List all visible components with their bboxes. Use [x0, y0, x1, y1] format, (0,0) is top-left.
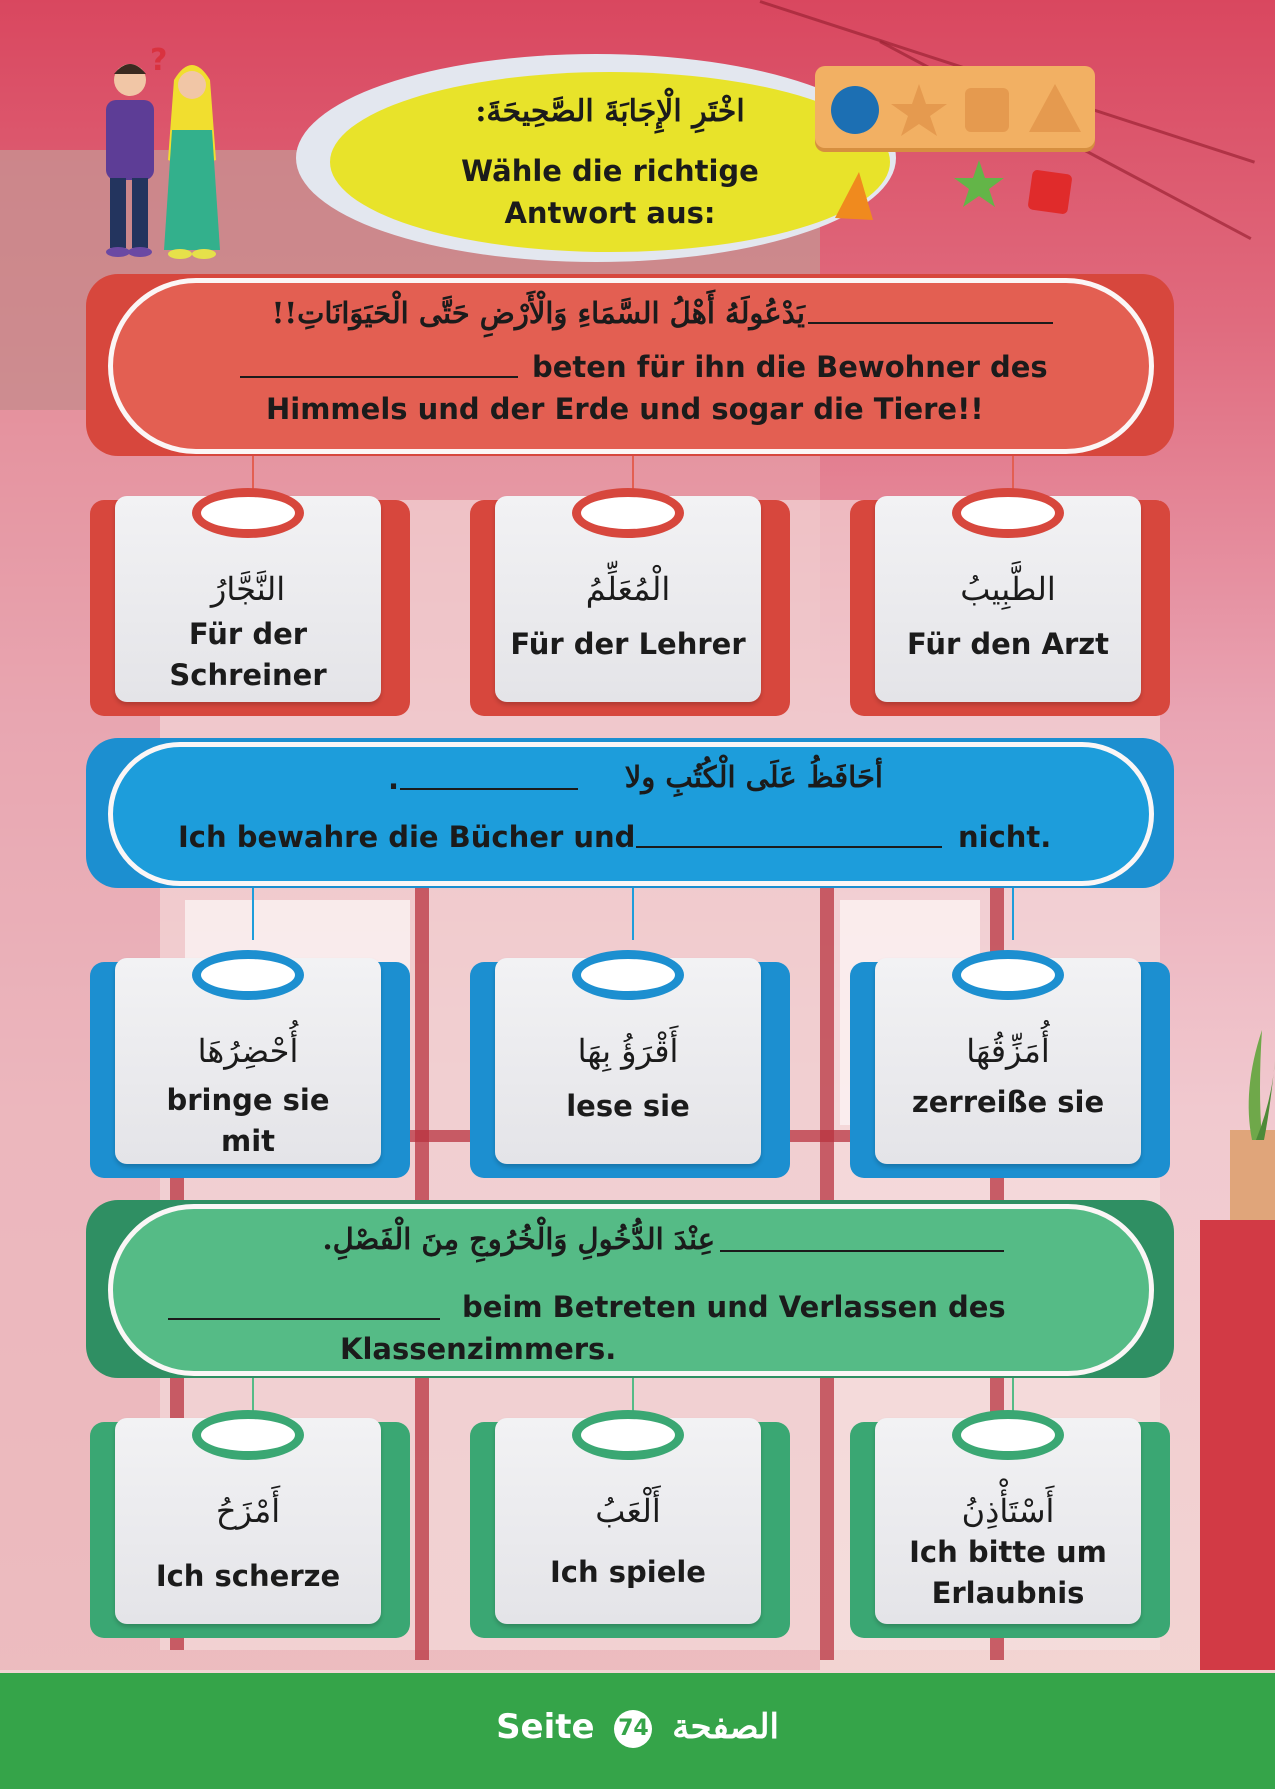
- card-hook: [632, 888, 634, 940]
- answer-card-q3-a3[interactable]: [875, 1418, 1141, 1624]
- instruction-german-line2: Antwort aus:: [504, 196, 716, 230]
- children-illustration: [92, 40, 252, 270]
- answer-checkbox[interactable]: [192, 488, 304, 538]
- page-number-label: [0, 1707, 1275, 1748]
- card-hook: [1012, 888, 1014, 940]
- answer-card-q3-a2[interactable]: [495, 1418, 761, 1624]
- answer-arabic: الْمُعَلِّمُ: [585, 570, 671, 608]
- answer-arabic: النَّجَّارُ: [210, 570, 286, 608]
- answer-german: [115, 614, 381, 696]
- answer-arabic: أَقْرَؤُ بِهَا: [577, 1032, 679, 1070]
- shapes-decoration: [815, 60, 1095, 230]
- question-2-german-blank[interactable]: [636, 846, 942, 848]
- question-3-german-line1: beim Betreten und Verlassen des: [462, 1290, 1006, 1324]
- answer-card-q1-a2[interactable]: [495, 496, 761, 702]
- page-label-german: Seite: [496, 1707, 595, 1747]
- answer-german: [875, 1532, 1141, 1614]
- answer-card-q1-a3[interactable]: [875, 496, 1141, 702]
- answer-german-line1: Ich scherze: [155, 1559, 341, 1593]
- instruction-german-line1: Wähle die richtige: [461, 154, 759, 188]
- question-1-german-line1: beten für ihn die Bewohner des: [532, 350, 1048, 384]
- instruction-box: [330, 72, 890, 252]
- answer-german-line2: mit: [220, 1124, 276, 1158]
- answer-german-line1: zerreiße sie: [911, 1085, 1105, 1119]
- question-2-arabic-period: .: [388, 762, 400, 796]
- answer-arabic: أَمْزَحُ: [215, 1492, 281, 1530]
- answer-checkbox[interactable]: [192, 950, 304, 1000]
- question-1-german-blank[interactable]: [240, 376, 518, 378]
- answer-arabic: أَلْعَبُ: [595, 1492, 661, 1530]
- answer-german-line1: Für den Arzt: [906, 627, 1110, 661]
- answer-arabic: أَسْتَأْذِنُ: [961, 1492, 1055, 1530]
- answer-checkbox[interactable]: [572, 488, 684, 538]
- answer-card-q2-a2[interactable]: [495, 958, 761, 1164]
- question-2-arabic: أحَافَظُ عَلَى الْكُتُبِ ولا: [624, 760, 883, 794]
- answer-german: [875, 1082, 1141, 1123]
- answer-german-line1: Ich bitte um: [909, 1535, 1107, 1569]
- answer-arabic: أُحْضِرُهَا: [197, 1032, 299, 1070]
- question-3-german-blank[interactable]: [168, 1318, 440, 1320]
- question-2-arabic-blank: [400, 788, 578, 790]
- answer-german: [495, 624, 761, 665]
- question-3-arabic-blank: [720, 1250, 1004, 1252]
- question-1-arabic-blank: [808, 322, 1053, 324]
- answer-german-line1: Ich spiele: [550, 1555, 706, 1589]
- answer-card-q2-a1[interactable]: [115, 958, 381, 1164]
- answer-card-q2-a3[interactable]: [875, 958, 1141, 1164]
- question-2-german-after: nicht.: [958, 820, 1052, 854]
- page-number: 74: [614, 1710, 652, 1748]
- plant-decoration: [1232, 1030, 1275, 1140]
- answer-checkbox[interactable]: [572, 1410, 684, 1460]
- answer-card-q3-a1[interactable]: [115, 1418, 381, 1624]
- answer-german-line1: lese sie: [566, 1089, 690, 1123]
- page-label-arabic: الصفحة: [672, 1707, 779, 1747]
- instruction-german: [330, 150, 890, 234]
- answer-arabic: أُمَزِّقُهَا: [966, 1032, 1050, 1070]
- answer-checkbox[interactable]: [952, 488, 1064, 538]
- answer-checkbox[interactable]: [952, 950, 1064, 1000]
- card-hook: [252, 888, 254, 940]
- answer-arabic: الطَّبِيبُ: [960, 570, 1056, 608]
- answer-card-q1-a1[interactable]: [115, 496, 381, 702]
- question-1-german-line2: Himmels und der Erde und sogar die Tiere!!: [266, 392, 984, 426]
- answer-german-line2: Schreiner: [169, 658, 327, 692]
- instruction-arabic: اخْتَرِ الْإِجَابَةَ الصَّحِيحَةَ:: [475, 94, 745, 129]
- answer-checkbox[interactable]: [952, 1410, 1064, 1460]
- question-1-arabic: يَدْعُولَهُ أَهْلُ السَّمَاءِ وَالْأَرْضِ حَتَّى الْحَيَوَانَاتِ!!: [271, 296, 805, 330]
- svg-text:?: ?: [150, 43, 168, 78]
- answer-german-line2: Erlaubnis: [931, 1576, 1085, 1610]
- answer-german-line1: Für der: [188, 617, 308, 651]
- answer-german-line1: Für der Lehrer: [510, 627, 746, 661]
- answer-checkbox[interactable]: [572, 950, 684, 1000]
- question-3-arabic: عِنْدَ الدُّخُولِ وَالْخُرُوجِ مِنَ الْفَصْلِ.: [322, 1222, 715, 1256]
- footer-bar: [0, 1673, 1275, 1789]
- answer-german: [115, 1556, 381, 1597]
- answer-german-line1: bringe sie: [166, 1083, 330, 1117]
- answer-german: [495, 1552, 761, 1593]
- answer-german: [495, 1086, 761, 1127]
- answer-german: [115, 1080, 381, 1162]
- answer-german: [875, 624, 1141, 665]
- answer-checkbox[interactable]: [192, 1410, 304, 1460]
- question-2-german-before: Ich bewahre die Bücher und: [178, 820, 636, 854]
- question-3-german-line2: Klassenzimmers.: [340, 1332, 617, 1366]
